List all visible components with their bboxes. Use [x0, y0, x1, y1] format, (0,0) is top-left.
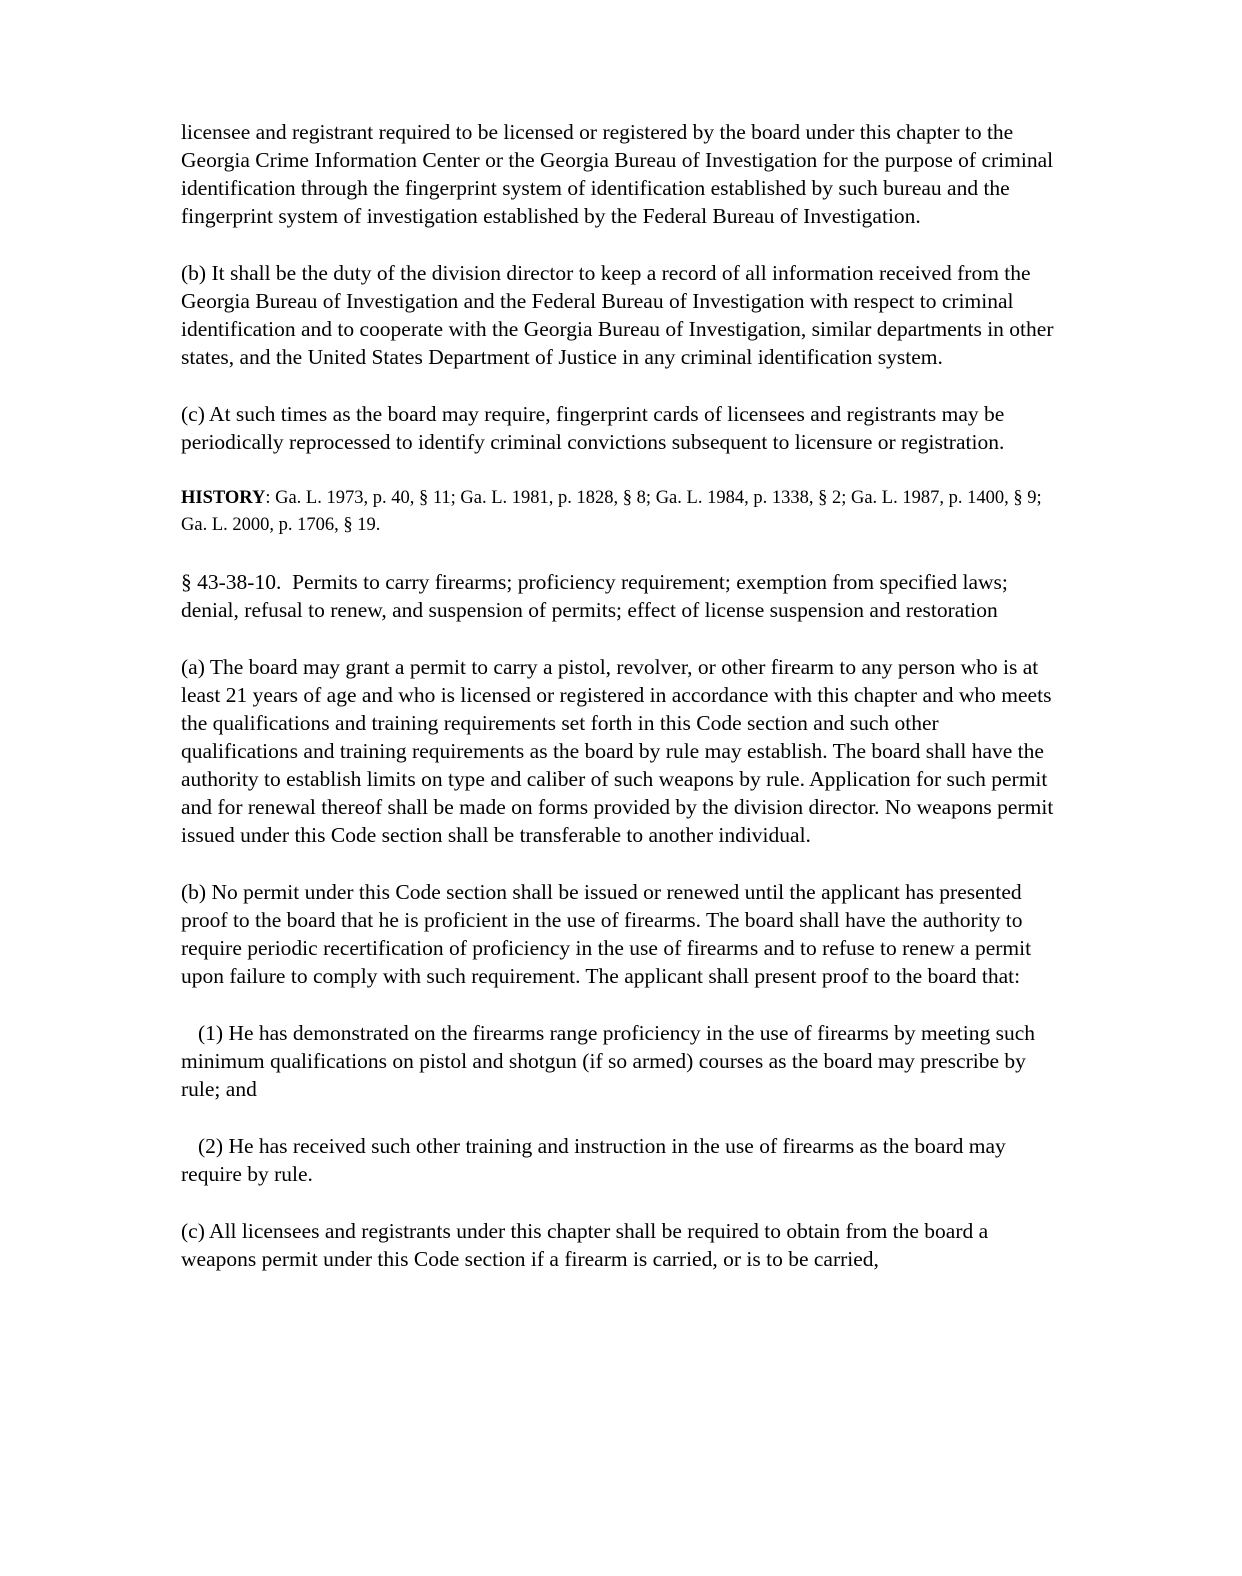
paragraph-b-record-duty: (b) It shall be the duty of the division director to keep a record of all information received from the Georgia Bureau of Investigation and the Federal Bureau of Investigation with respect to criminal identification and to cooperate with the Georgia Bureau of Investigation, similar departments in other states, and the United States Department of Justice in any criminal identification system. — [181, 261, 1059, 369]
paragraph-intro-continuation: licensee and registrant required to be licensed or registered by the board under this chapter to the Georgia Crime Information Center or the Georgia Bureau of Investigation for the purpose of criminal identification through the fingerprint system of identification established by such bureau and the fingerprint system of investigation established by the Federal Bureau of Investigation. — [181, 120, 1059, 228]
list-item-2-other-training: (2) He has received such other training and instruction in the use of firearms as the board may require by rule. — [181, 1134, 1012, 1186]
history-citations: : Ga. L. 1973, p. 40, § 11; Ga. L. 1981, p. 1828, § 8; Ga. L. 1984, p. 1338, § 2; Ga. L. 1987, p. 1400, § 9; Ga. L. 2000, p. 1706, § 19. — [181, 488, 1047, 535]
paragraph-c-fingerprint-cards: (c) At such times as the board may require, fingerprint cards of licensees and registrants may be periodically reprocessed to identify criminal convictions subsequent to licensure or registration. — [181, 402, 1010, 454]
history-note — [181, 485, 1061, 539]
paragraph-c-permit-required: (c) All licensees and registrants under this chapter shall be required to obtain from the board a weapons permit under this Code section if a firearm is carried, or is to be carried, — [181, 1219, 994, 1271]
list-item-1-range-proficiency: (1) He has demonstrated on the firearms range proficiency in the use of firearms by meeting such minimum qualifications on pistol and shotgun (if so armed) courses as the board may prescribe by rule; and — [181, 1021, 1041, 1101]
paragraph-a-permit-grant: (a) The board may grant a permit to carry a pistol, revolver, or other firearm to any person who is at least 21 years of age and who is licensed or registered in accordance with this chapter and who meets the qualifications and training requirements set forth in this Code section and such other qualifications and training requirements as the board by rule may establish. The board shall have the authority to establish limits on type and caliber of such weapons by rule. Application for such permit and for renewal thereof shall be made on forms provided by the division director. No weapons permit issued under this Code section shall be transferable to another individual. — [181, 655, 1059, 847]
history-label: HISTORY — [181, 488, 266, 508]
paragraph-b-proficiency-proof: (b) No permit under this Code section shall be issued or renewed until the applicant has presented proof to the board that he is proficient in the use of firearms. The board shall have the authority to require periodic recertification of proficiency in the use of firearms and to refuse to renew a permit upon failure to comply with such requirement. The applicant shall present proof to the board that: — [181, 880, 1037, 988]
section-heading: § 43-38-10. Permits to carry firearms; proficiency requirement; exemption from specified laws; denial, refusal to renew, and suspension of permits; effect of license suspension and restoration — [181, 570, 1014, 622]
